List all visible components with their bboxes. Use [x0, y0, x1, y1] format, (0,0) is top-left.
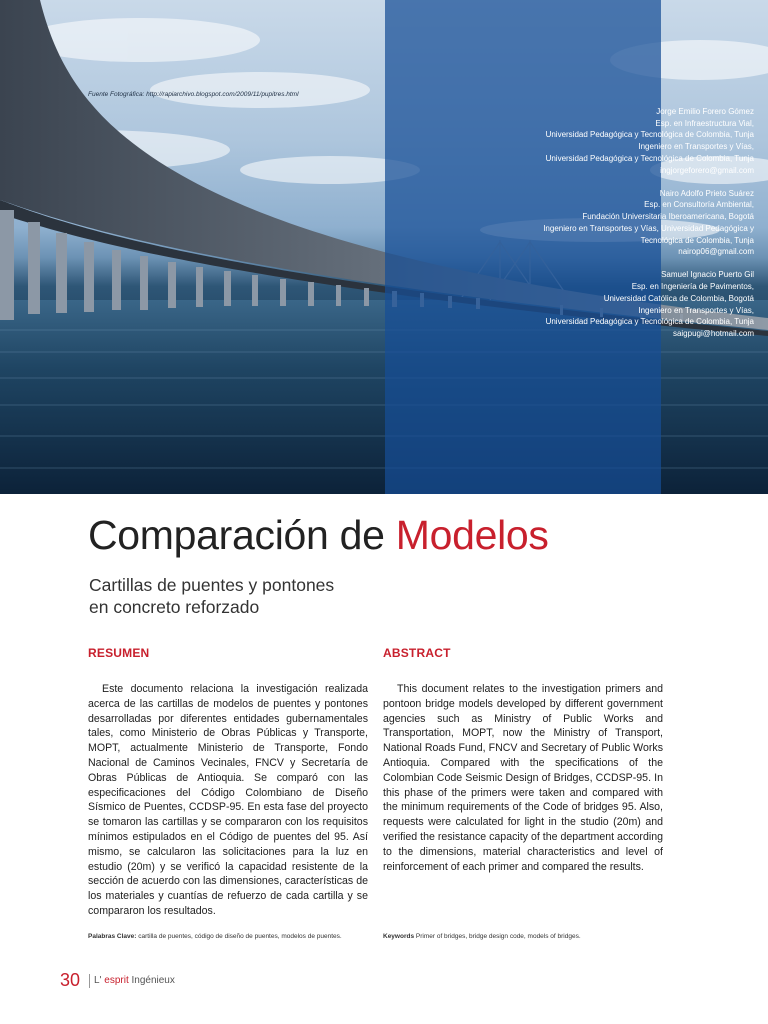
- keywords-text: Primer of bridges, bridge design code, models of bridges.: [415, 933, 581, 940]
- author-list: [492, 106, 754, 351]
- author-email: saigpugi@hotmail.com: [672, 328, 754, 338]
- author-affiliation: Ingeniero en Transportes y Vías,: [638, 142, 754, 152]
- author-block: [492, 269, 754, 339]
- keywords-label: Keywords: [383, 933, 415, 940]
- abstract-keywords: [383, 932, 663, 942]
- author-affiliation: Esp. en Infraestructura Vial,: [655, 118, 754, 128]
- author-affiliation: Universidad Pedagógica y Tecnológica de Colombia, Tunja: [545, 130, 754, 140]
- title-part-2: Modelos: [395, 512, 549, 558]
- author-block: [492, 188, 754, 258]
- author-affiliation: Tecnológica de Colombia, Tunja: [640, 235, 754, 245]
- author-email: ingjorgeforero@gmail.com: [660, 165, 754, 175]
- resumen-body: Este documento relaciona la investigación realizada acerca de las cartillas de modelos de puentes y pontones desarrolladas por diferentes entidades gubernamentales tales, como Ministerio de Obras Públicas y Transporte, MOPT, actualmente Ministerio de Transporte, Fondo Nacional de Caminos Vecinales, FNCV y Secretaría de Obras Públicas de Antioquia. Se comparó con las especificaciones del Código Colombiano de Diseño Sísmico de Puentes, CCDSP-95. En esta fase del proyecto se tomaron las cartillas y se compararon con los requisitos mínimos estipulados en el Código de puentes del 95. Así mismo, se calcularon las solicitaciones para la luz en estudio (20m) y se verificó la capacidad resistente de la sección de acuerdo con las dimensiones, características de los materiales y cuantías de refuerzo de cada cartilla y se compararon los resultados.: [88, 683, 368, 917]
- photo-credit: Fuente Fotográfica: http://rapiarchivo.blogspot.com/2009/11/pupitres.html: [88, 91, 299, 98]
- abstract-heading: ABSTRACT: [383, 646, 451, 660]
- author-affiliation: Universidad Pedagógica y Tecnológica de Colombia, Tunja: [545, 153, 754, 163]
- journal-suffix: Ingénieux: [131, 975, 175, 986]
- subtitle-line: Cartillas de puentes y pontones: [89, 575, 335, 595]
- journal-prefix: L': [94, 975, 102, 986]
- abstract-body: This document relates to the investigation primers and pontoon bridge models developed by different government agencies such as Ministry of Public Works and Transportation, MOPT, now the Ministry of Transport, National Roads Fund, FNCV and Secretary of Public Works Antioquia. Compared with the specifications of the Colombian Code Seismic Design of Bridges, CCDSP-95. In this phase of the primers were taken and compared with the minimum requirements of the Code of bridges 95. Also, requests were calculated for light in the studio (20m) and verified the resistance capacity of the department according to the dimensions, material characteristics and level of reinforcement of each primer and compared the results.: [383, 683, 663, 873]
- author-affiliation: Esp. en Consultoría Ambiental,: [644, 200, 754, 210]
- author-affiliation: Ingeniero en Transportes y Vías,: [638, 305, 754, 315]
- article-subtitle: [89, 574, 334, 618]
- keywords-text: cartilla de puentes, código de diseño de puentes, modelos de puentes.: [138, 933, 342, 940]
- title-part-1: Comparación de: [88, 512, 396, 558]
- subtitle-line: en concreto reforzado: [89, 597, 260, 617]
- author-name: Nairo Adolfo Prieto Suárez: [659, 188, 754, 198]
- resumen-keywords: [88, 932, 368, 942]
- page-number: 30: [60, 970, 81, 990]
- journal-name: [89, 974, 175, 988]
- author-block: [492, 106, 754, 176]
- author-affiliation: Universidad Católica de Colombia, Bogotá: [603, 293, 754, 303]
- author-name: Samuel Ignacio Puerto Gil: [661, 270, 754, 280]
- hero-photo: [0, 0, 768, 494]
- author-affiliation: Ingeniero en Transportes y Vías, Universidad Pedagógica y: [543, 223, 754, 233]
- journal-mid: esprit: [104, 975, 129, 986]
- author-email: nairop06@gmail.com: [678, 247, 754, 257]
- abstract-column: [383, 646, 663, 874]
- author-affiliation: Universidad Pedagógica y Tecnológica de Colombia, Tunja: [545, 317, 754, 327]
- keywords-label: Palabras Clave:: [88, 933, 137, 940]
- author-affiliation: Esp. en Ingeniería de Pavimentos,: [631, 282, 754, 292]
- author-affiliation: Fundación Universitaria Iberoamericana, Bogotá: [582, 212, 754, 222]
- author-name: Jorge Emilio Forero Gómez: [656, 107, 754, 116]
- resumen-column: [88, 646, 368, 919]
- article-title: [88, 512, 549, 559]
- resumen-heading: RESUMEN: [88, 646, 150, 660]
